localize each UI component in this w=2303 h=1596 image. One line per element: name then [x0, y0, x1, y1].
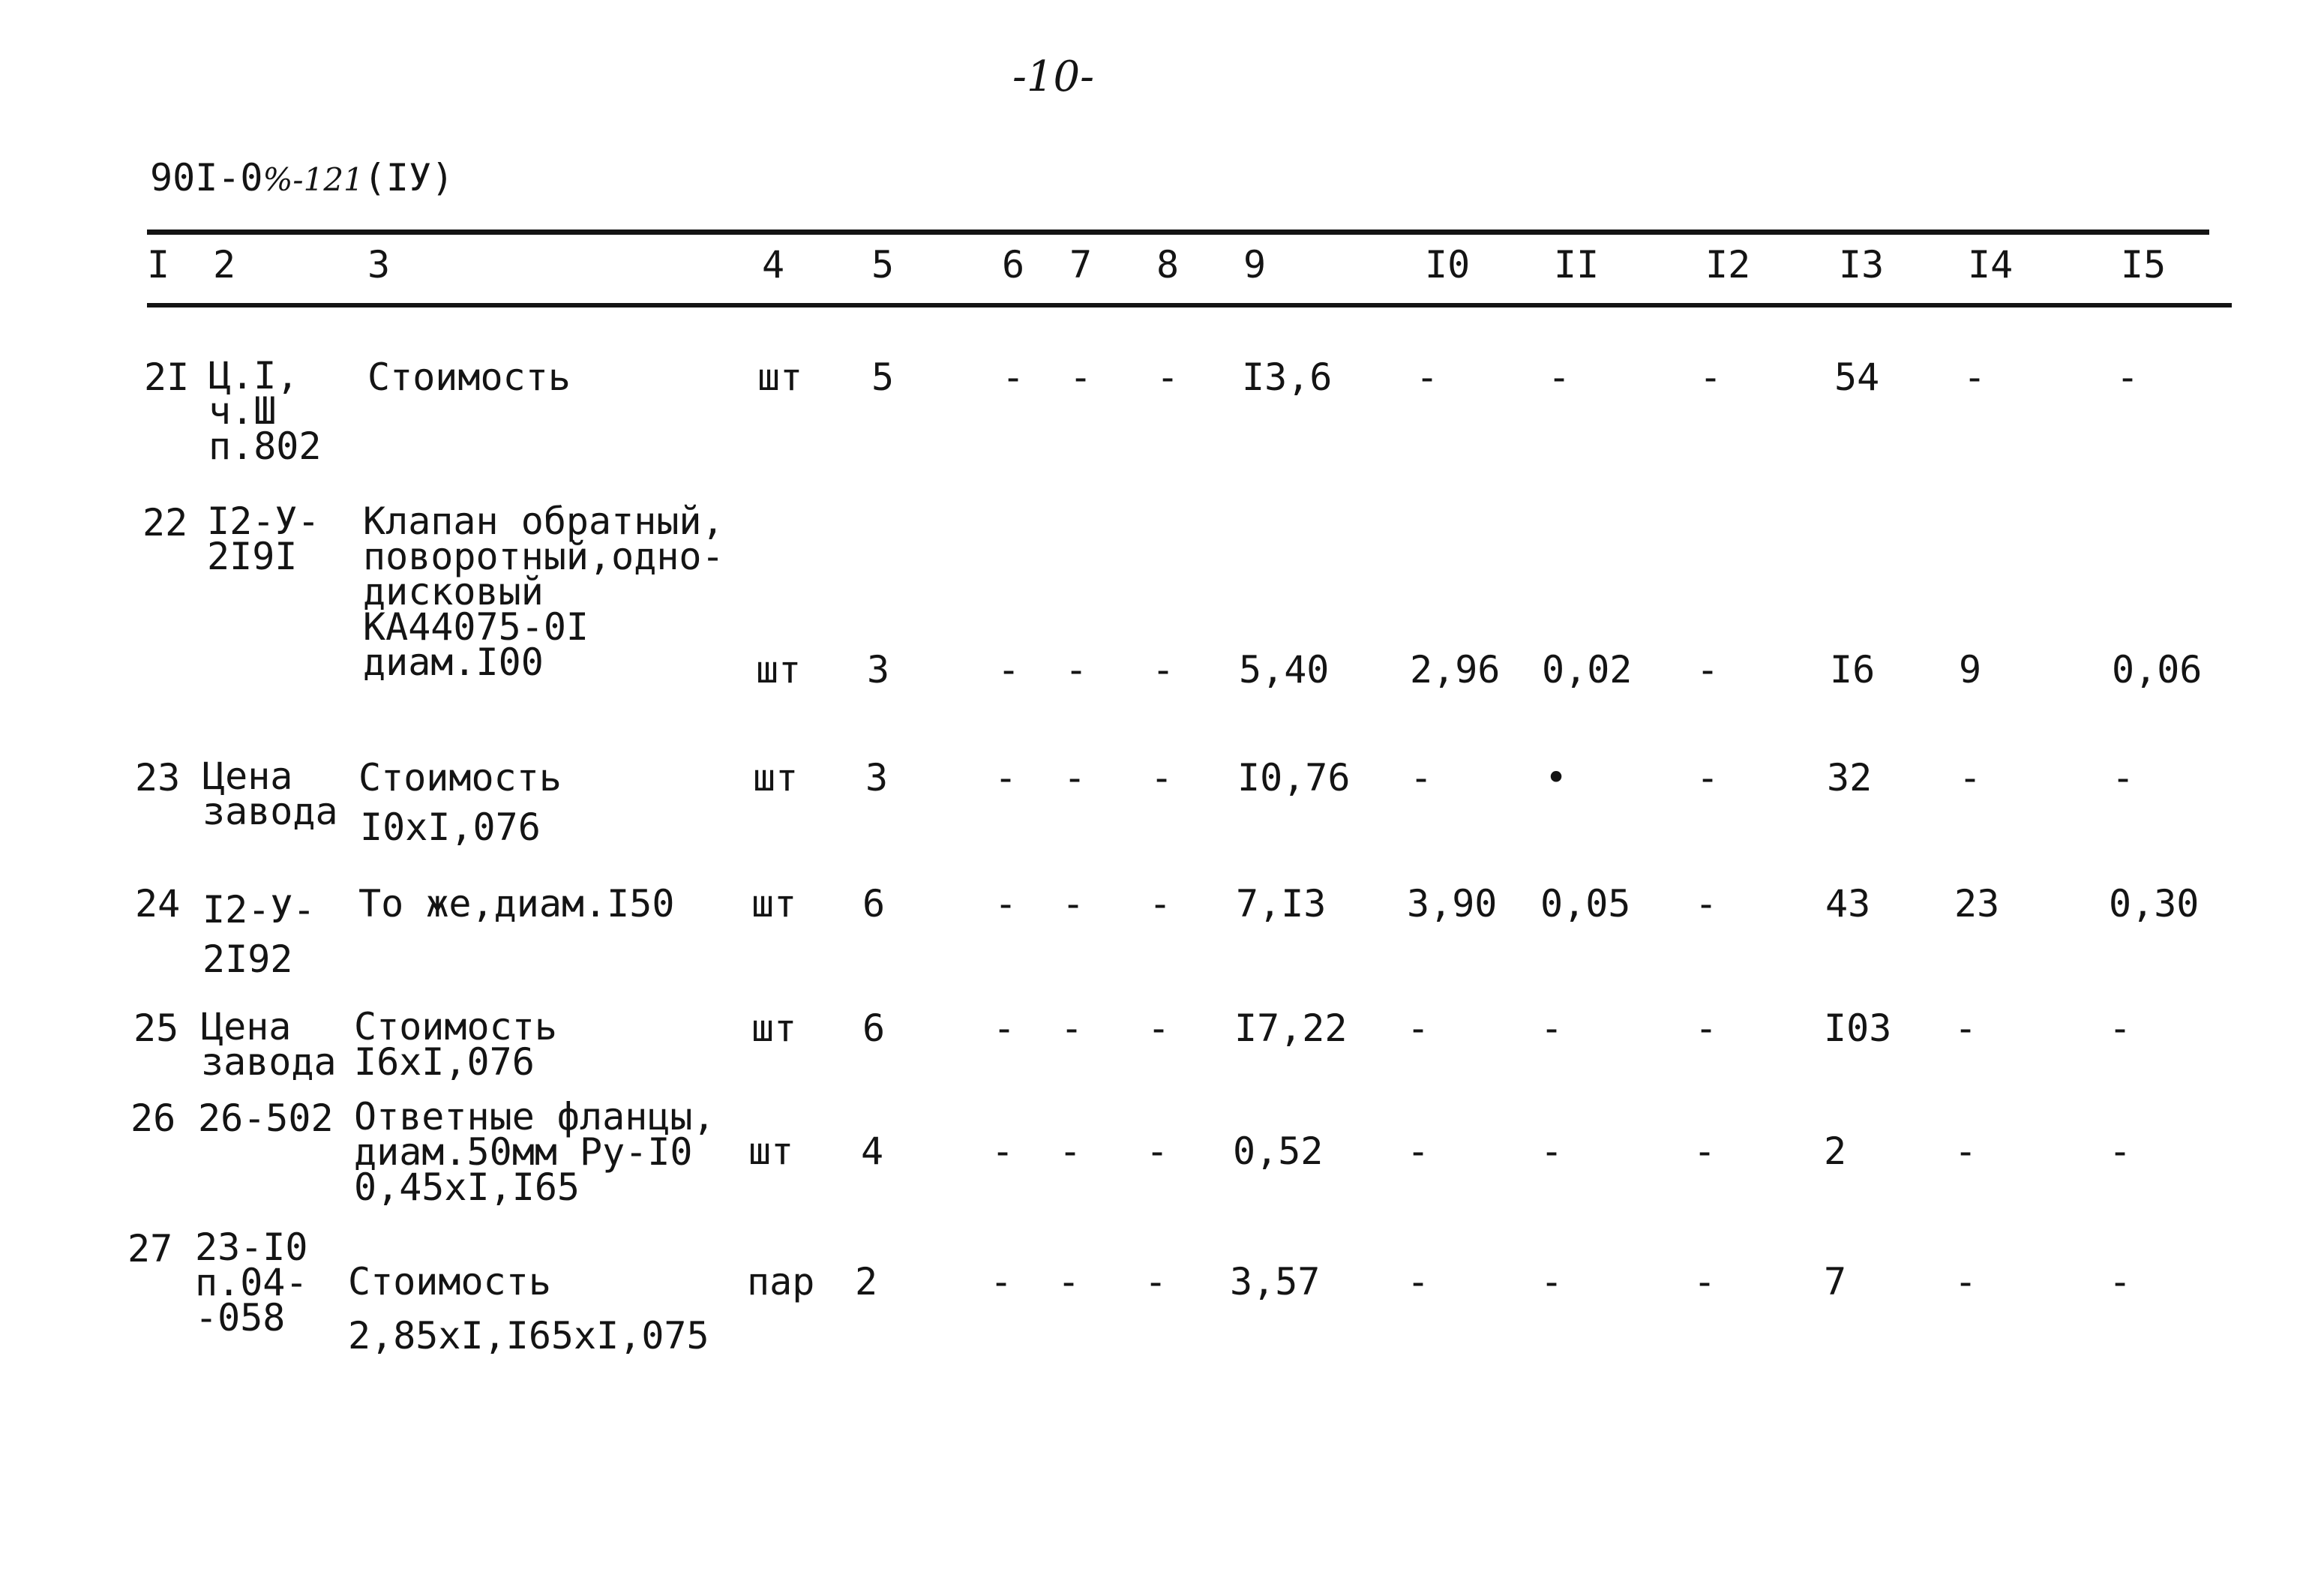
cell-col9: 5,40	[1239, 648, 1330, 692]
cell-col7: -	[1062, 882, 1085, 926]
column-header: 3	[367, 243, 391, 286]
cell-col10: -	[1410, 756, 1433, 800]
cell-col6: -	[993, 1006, 1016, 1050]
cell-col10: 2,96	[1410, 648, 1501, 692]
row-quantity: 6	[862, 1006, 886, 1050]
cell-col9: I3,6	[1242, 356, 1333, 399]
cell-col7: -	[1065, 648, 1088, 692]
cell-col11: -	[1548, 356, 1571, 399]
cell-col7: -	[1060, 1006, 1084, 1050]
column-header: 7	[1069, 243, 1093, 286]
column-header: 5	[871, 243, 895, 286]
row-number: 24	[135, 882, 181, 926]
cell-col8: -	[1144, 1260, 1168, 1304]
row-unit: шт	[753, 756, 799, 800]
cell-col11: 0,05	[1540, 882, 1631, 926]
column-header: 2	[213, 243, 236, 286]
page-number: -10-	[1012, 52, 1095, 101]
row-description: Клапан обратный, поворотный,одно- дисковый КА44075-0I диам.I00	[363, 500, 724, 684]
doc-id-prefix: 90I-0	[150, 156, 263, 200]
cell-col15: -	[2109, 1006, 2132, 1050]
cell-col14: -	[1954, 1006, 1978, 1050]
row-reference: I2-У- 2I9I	[207, 500, 320, 578]
row-unit: шт	[757, 356, 803, 399]
column-header: 8	[1156, 243, 1180, 286]
cell-col14: -	[1954, 1260, 1978, 1304]
row-number: 22	[142, 501, 188, 544]
row-unit: пар	[747, 1260, 815, 1304]
cell-col10: -	[1416, 356, 1439, 399]
column-header: I2	[1705, 243, 1751, 286]
cell-col11: -	[1540, 1260, 1564, 1304]
row-unit: шт	[751, 1006, 797, 1050]
cell-col9: I0,76	[1237, 756, 1351, 800]
row-description: Стоимость I6xI,076	[354, 1005, 557, 1084]
row-number: 27	[127, 1227, 173, 1270]
doc-id-suffix: (IУ)	[363, 156, 454, 200]
row-description: Ответные фланцы, диам.50мм Ру-I0 0,45xI,I65	[354, 1095, 715, 1209]
column-header: I4	[1968, 243, 2014, 286]
cell-col8: -	[1147, 1006, 1171, 1050]
cell-col12: -	[1699, 356, 1723, 399]
cell-col13: 32	[1827, 756, 1873, 800]
row-quantity: 6	[862, 882, 886, 926]
cell-col8: -	[1150, 756, 1174, 800]
column-header: 4	[762, 243, 785, 286]
row-description: То же,диам.I50	[358, 882, 675, 926]
column-header: 6	[1002, 243, 1025, 286]
cell-col12: -	[1695, 1006, 1718, 1050]
document-id	[150, 156, 454, 200]
cell-col9: 3,57	[1230, 1260, 1321, 1304]
cell-col6: -	[994, 882, 1018, 926]
cell-col11: -	[1540, 1006, 1564, 1050]
cell-col13: I6	[1830, 648, 1876, 692]
column-header: I5	[2121, 243, 2167, 286]
row-reference: Цена завода	[201, 1005, 337, 1084]
row-number: 23	[135, 756, 181, 800]
row-reference: Цена завода	[202, 754, 338, 833]
cell-col8: -	[1156, 356, 1180, 399]
cell-col8: -	[1152, 648, 1175, 692]
cell-col12: -	[1695, 882, 1718, 926]
cell-col13: I03	[1824, 1006, 1892, 1050]
row-quantity: 5	[871, 356, 895, 399]
row-quantity: 4	[861, 1130, 884, 1173]
cell-col14: -	[1959, 756, 1982, 800]
cell-col7: -	[1057, 1260, 1081, 1304]
cell-col11: -	[1540, 1130, 1564, 1173]
cell-col6: -	[997, 648, 1021, 692]
row-quantity: 3	[867, 648, 890, 692]
cell-col13: 43	[1825, 882, 1871, 926]
cell-col11: •	[1545, 756, 1568, 800]
cell-col15: -	[2112, 756, 2135, 800]
cell-col15: 0,30	[2109, 882, 2200, 926]
cell-col10: -	[1407, 1006, 1430, 1050]
cell-col14: 9	[1959, 648, 1982, 692]
cell-col12: -	[1696, 648, 1720, 692]
row-reference: Ц.I, ч.Ш п.802	[208, 354, 322, 468]
cell-col10: -	[1407, 1130, 1430, 1173]
cell-col12: -	[1693, 1260, 1717, 1304]
cell-col12: -	[1693, 1130, 1717, 1173]
cell-col6: -	[990, 1260, 1013, 1304]
row-reference: I2-У- 2I92	[202, 888, 316, 981]
cell-col6: -	[1002, 356, 1025, 399]
row-description-formula: I0xI,076	[360, 806, 541, 849]
row-description: Стоимость	[367, 356, 571, 399]
row-number: 26	[130, 1096, 176, 1140]
cell-col8: -	[1146, 1130, 1169, 1173]
row-quantity: 2	[855, 1260, 878, 1304]
column-header: I0	[1425, 243, 1471, 286]
cell-col6: -	[994, 756, 1018, 800]
row-unit: шт	[748, 1130, 794, 1173]
row-reference: 26-502	[198, 1096, 334, 1140]
row-unit: шт	[751, 882, 797, 926]
cell-col15: -	[2109, 1130, 2132, 1173]
cell-col13: 7	[1824, 1260, 1847, 1304]
cell-col14: -	[1963, 356, 1987, 399]
doc-id-handwritten: %-121	[262, 161, 364, 198]
cell-col7: -	[1069, 356, 1093, 399]
cell-col15: -	[2116, 356, 2140, 399]
cell-col10: 3,90	[1407, 882, 1498, 926]
row-reference: 23-I0 п.04- -058	[195, 1226, 308, 1340]
cell-col14: -	[1954, 1130, 1978, 1173]
row-quantity: 3	[865, 756, 889, 800]
cell-col8: -	[1149, 882, 1172, 926]
cell-col12: -	[1696, 756, 1720, 800]
cell-col11: 0,02	[1542, 648, 1633, 692]
cell-col7: -	[1059, 1130, 1082, 1173]
cell-col9: 0,52	[1233, 1130, 1324, 1173]
row-number: 2I	[144, 356, 190, 399]
cell-col6: -	[991, 1130, 1015, 1173]
column-header: 9	[1243, 243, 1267, 286]
cell-col15: -	[2109, 1260, 2132, 1304]
cell-col13: 54	[1834, 356, 1880, 399]
row-description: Стоимость	[358, 756, 562, 800]
column-header: I	[147, 243, 170, 286]
column-header: II	[1554, 243, 1600, 286]
column-header: I3	[1839, 243, 1885, 286]
cell-col9: I7,22	[1234, 1006, 1348, 1050]
row-description-formula: 2,85xI,I65xI,075	[348, 1314, 709, 1358]
table-header-rule	[147, 303, 2232, 308]
row-number: 25	[133, 1006, 179, 1050]
cell-col15: 0,06	[2112, 648, 2203, 692]
cell-col14: 23	[1954, 882, 2000, 926]
cell-col10: -	[1407, 1260, 1430, 1304]
cell-col9: 7,I3	[1236, 882, 1327, 926]
row-unit: шт	[756, 648, 802, 692]
cell-col13: 2	[1824, 1130, 1847, 1173]
row-description: Стоимость	[348, 1260, 551, 1304]
cell-col7: -	[1063, 756, 1087, 800]
table-top-rule	[147, 230, 2209, 235]
